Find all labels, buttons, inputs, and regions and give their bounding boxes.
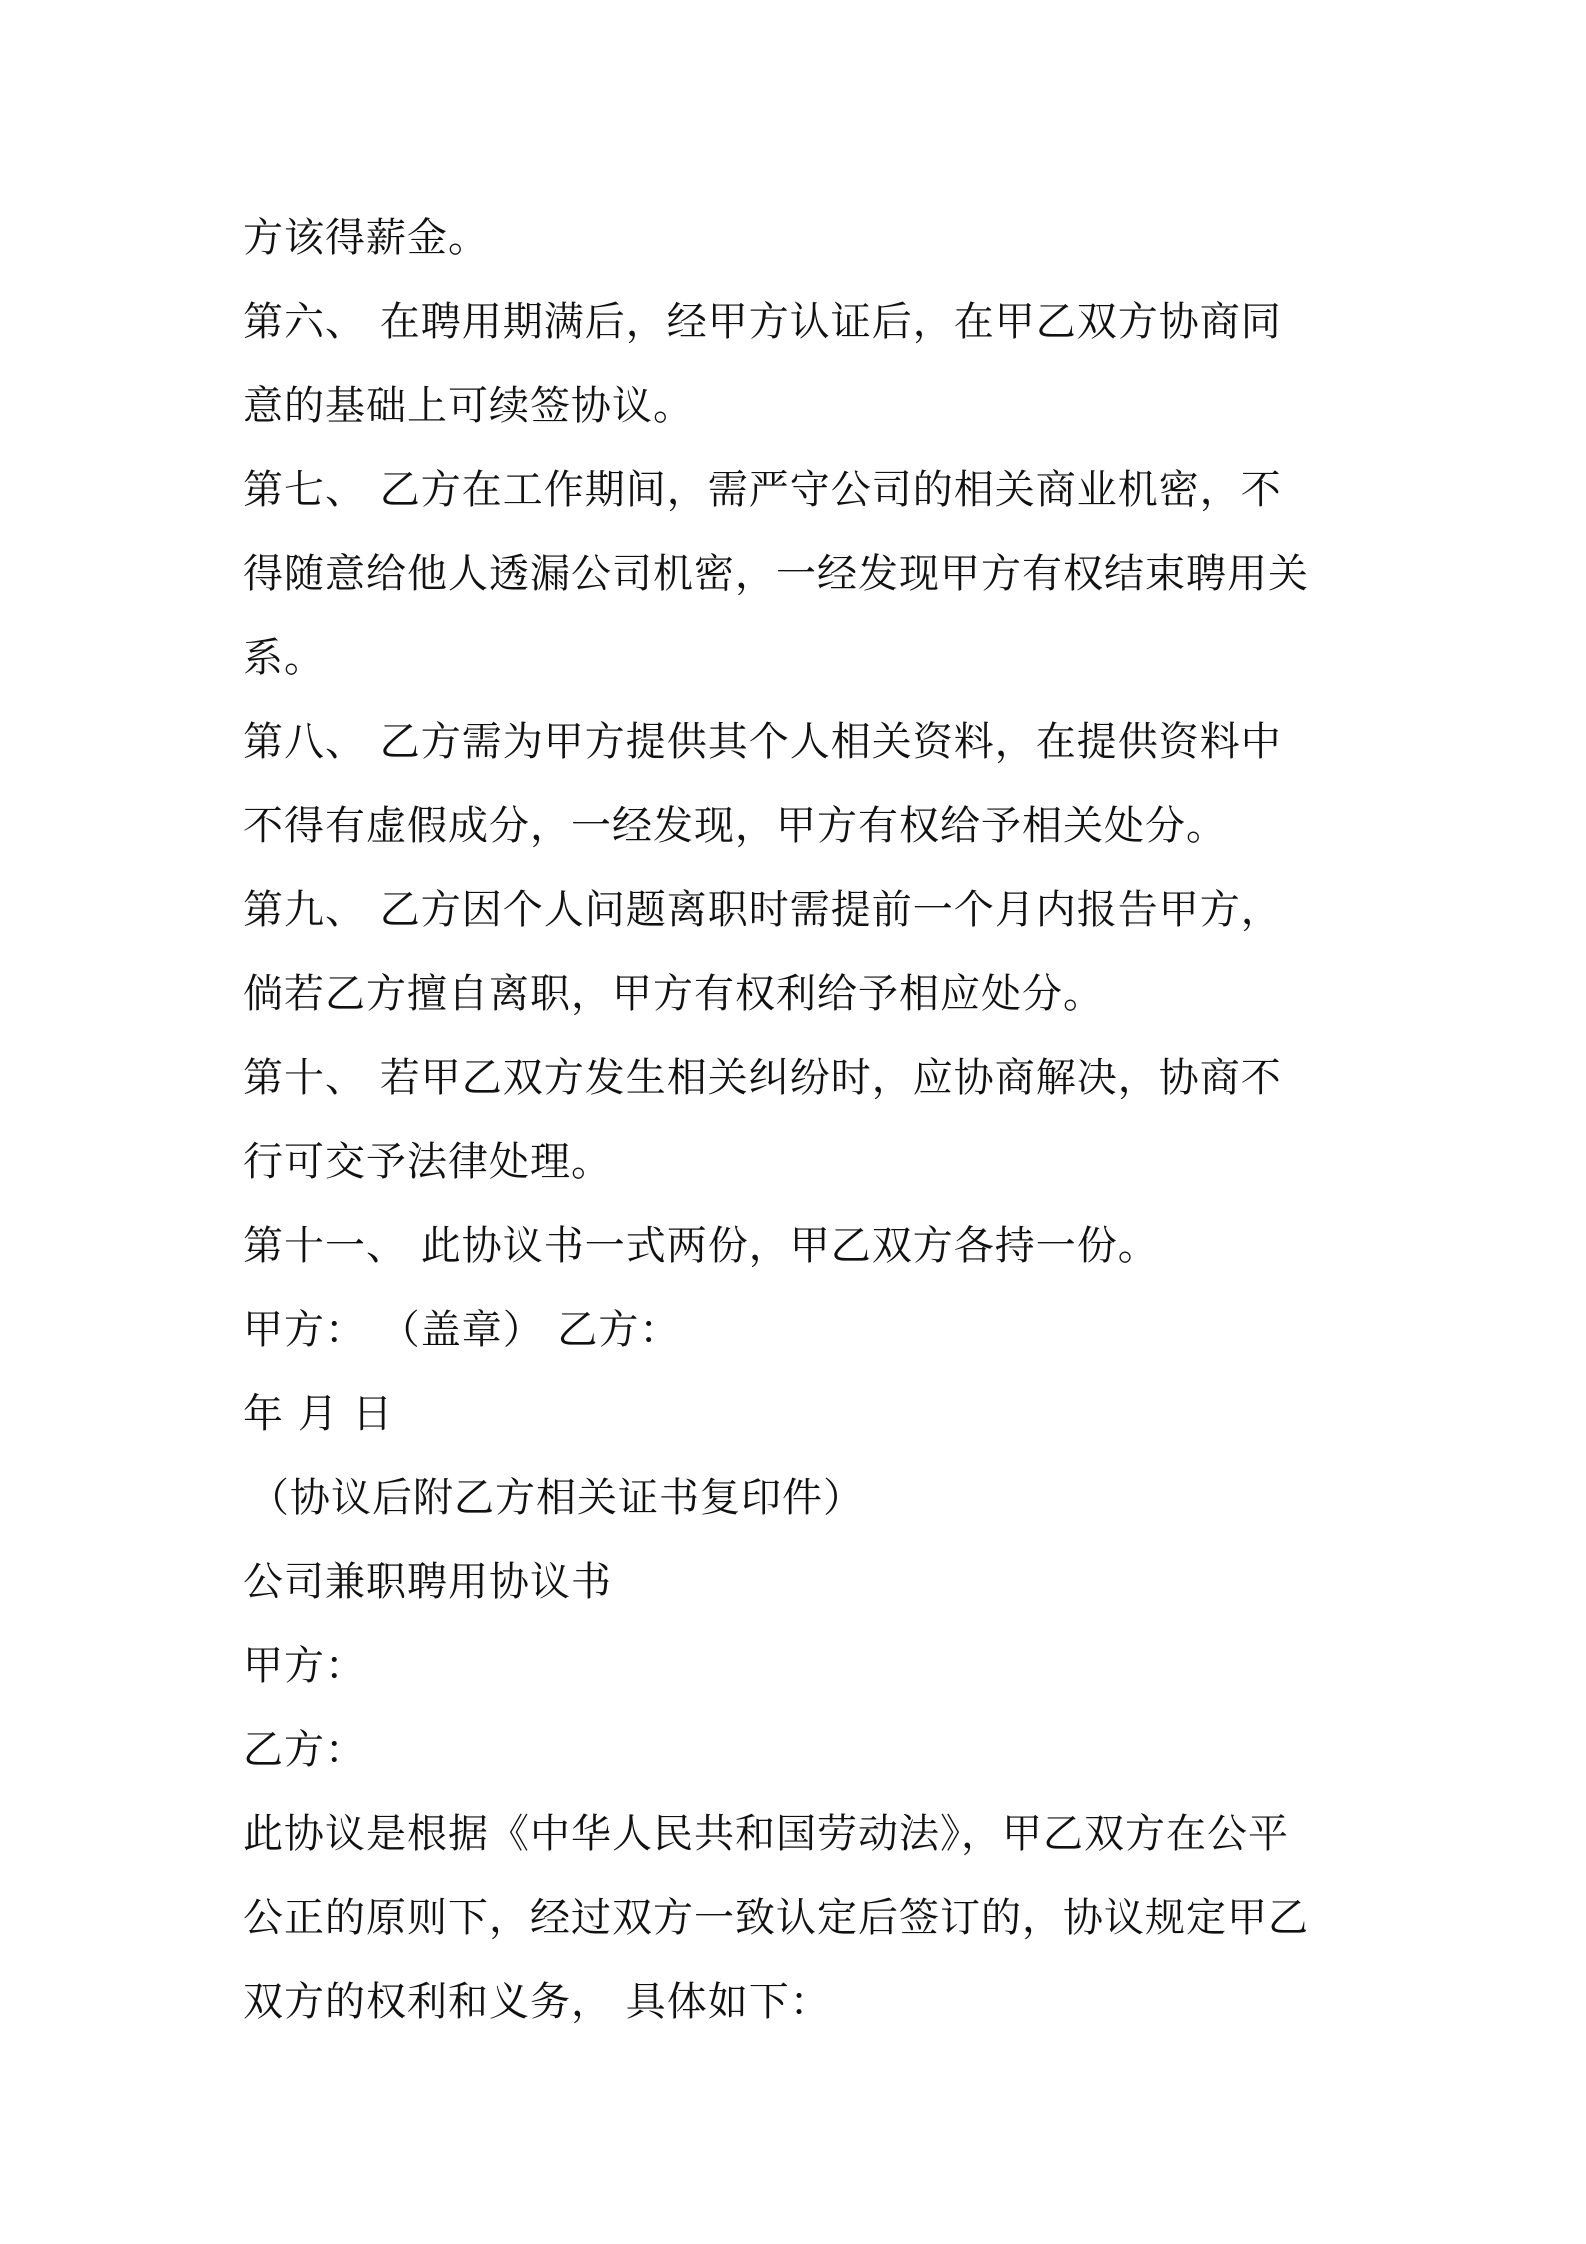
- text-line-1: 方该得薪金。: [243, 215, 489, 261]
- text-line-13: 第十一、 此协议书一式两份，甲乙双方各持一份。: [243, 1223, 1159, 1269]
- text-line-6: 系。: [243, 635, 325, 681]
- text-line-11: 第十、 若甲乙双方发生相关纠纷时，应协商解决，协商不: [243, 1055, 1282, 1101]
- date-line: 年 月 日: [243, 1391, 394, 1437]
- document-body: [243, 196, 1358, 2044]
- party-b-line: 乙方：: [243, 1727, 366, 1773]
- text-line-7: 第八、 乙方需为甲方提供其个人相关资料，在提供资料中: [243, 719, 1282, 765]
- text-line-9: 第九、 乙方因个人问题离职时需提前一个月内报告甲方，: [243, 887, 1282, 933]
- text-line-10: 倘若乙方擅自离职，甲方有权利给予相应处分。: [243, 971, 1104, 1017]
- text-line-3: 意的基础上可续签协议。: [243, 383, 694, 429]
- text-line-22: 双方的权利和义务， 具体如下：: [243, 1979, 831, 2025]
- text-line-2: 第六、 在聘用期满后，经甲方认证后，在甲乙双方协商同: [243, 299, 1282, 345]
- signature-line: 甲方： （盖章） 乙方：: [243, 1307, 681, 1353]
- text-line-4: 第七、 乙方在工作期间，需严守公司的相关商业机密，不: [243, 467, 1282, 513]
- text-line-5: 得随意给他人透漏公司机密，一经发现甲方有权结束聘用关: [243, 551, 1309, 597]
- document-title: 公司兼职聘用协议书: [243, 1559, 612, 1605]
- attachment-note: （协议后附乙方相关证书复印件）: [249, 1475, 864, 1521]
- text-line-20: 此协议是根据《中华人民共和国劳动法》，甲乙双方在公平: [243, 1811, 1289, 1857]
- text-line-12: 行可交予法律处理。: [243, 1139, 612, 1185]
- party-a-line: 甲方：: [243, 1643, 366, 1689]
- text-line-8: 不得有虚假成分，一经发现，甲方有权给予相关处分。: [243, 803, 1227, 849]
- text-line-21: 公正的原则下，经过双方一致认定后签订的，协议规定甲乙: [243, 1895, 1309, 1941]
